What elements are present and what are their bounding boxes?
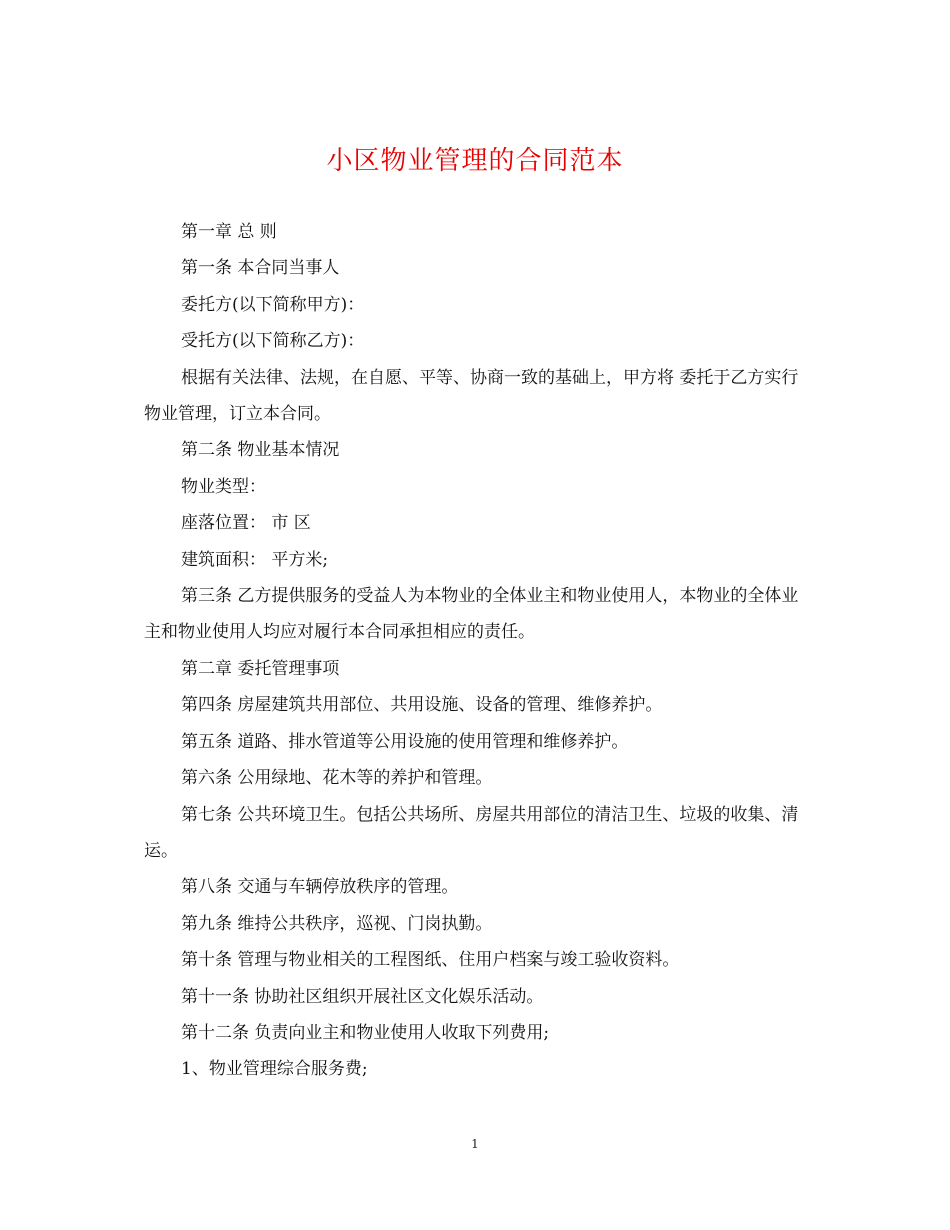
paragraph: 第二章 委托管理事项 xyxy=(181,658,340,679)
paragraph: 委托方(以下简称甲方)： xyxy=(181,294,365,315)
paragraph: 根据有关法律、法规，在自愿、平等、协商一致的基础上，甲方将 委托于乙方实行物业管理，订立本合同。 xyxy=(144,367,799,425)
page-number: 1 xyxy=(471,1137,479,1151)
paragraph: 第八条 交通与车辆停放秩序的管理。 xyxy=(181,877,459,898)
document-title: 小区物业管理的合同范本 xyxy=(326,146,624,176)
paragraph: 建筑面积： 平方米; xyxy=(181,549,329,570)
paragraph: 第九条 维持公共秩序，巡视、门岗执勤。 xyxy=(181,913,493,934)
paragraph: 第五条 道路、排水管道等公用设施的使用管理和维修养护。 xyxy=(181,731,629,752)
paragraph: 座落位置： 市 区 xyxy=(181,513,311,534)
paragraph: 第一条 本合同当事人 xyxy=(181,258,340,279)
paragraph: 第六条 公用绿地、花木等的养护和管理。 xyxy=(181,768,493,789)
paragraph: 第十二条 负责向业主和物业使用人收取下列费用; xyxy=(181,1022,550,1043)
paragraph: 第十条 管理与物业相关的工程图纸、住用户档案与竣工验收资料。 xyxy=(181,950,680,971)
paragraph: 第四条 房屋建筑共用部位、共用设施、设备的管理、维修养护。 xyxy=(181,695,663,716)
paragraph: 物业类型： xyxy=(181,476,266,497)
paragraph: 第一章 总 则 xyxy=(181,222,277,242)
document-body xyxy=(144,214,806,1088)
paragraph: 第七条 公共环境卫生。包括公共场所、房屋共用部位的清洁卫生、垃圾的收集、清运。 xyxy=(144,804,799,861)
paragraph: 第二条 物业基本情况 xyxy=(181,440,340,461)
paragraph: 第三条 乙方提供服务的受益人为本物业的全体业主和物业使用人，本物业的全体业主和物业使用人均应对履行本合同承担相应的责任。 xyxy=(144,586,799,643)
paragraph: 1、物业管理综合服务费; xyxy=(181,1059,368,1080)
paragraph: 受托方(以下简称乙方)： xyxy=(181,331,365,352)
paragraph: 第十一条 协助社区组织开展社区文化娱乐活动。 xyxy=(181,986,544,1007)
